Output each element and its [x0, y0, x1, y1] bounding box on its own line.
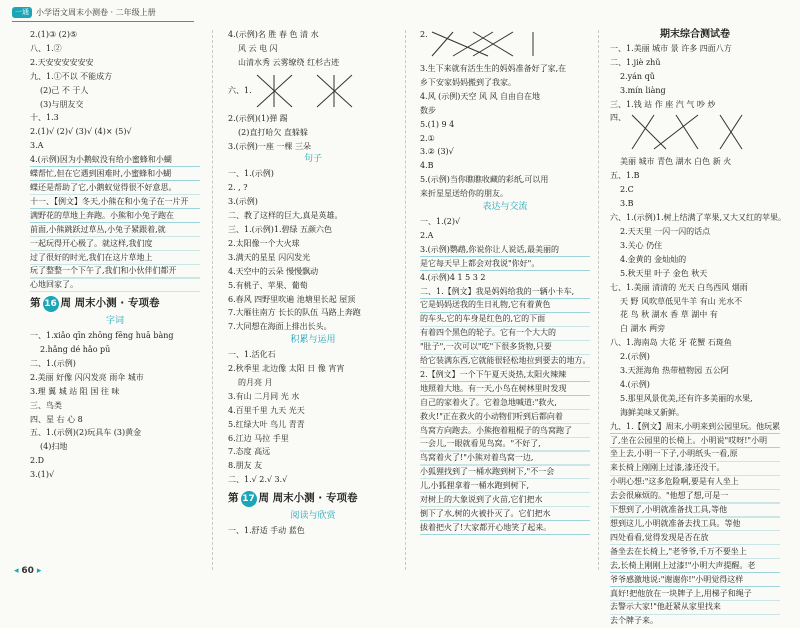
- answer-line: 4.(示例): [620, 379, 650, 389]
- paragraph-line: 十一、【例文】冬天,小熊在和小兔子在一片开: [30, 196, 189, 206]
- paragraph-line: 去会很麻烦的。"他想了想,可是一: [610, 491, 729, 501]
- paragraph-line: 蝶帮忙,但在它遇到困难时,小蜜蜂和小蝴: [30, 169, 172, 179]
- answer-line: 2.(示例)(1)弹 踢: [228, 113, 288, 123]
- arrow-right-icon: ▸: [36, 566, 42, 576]
- answer-line: 3.有山 二月同 光 水: [228, 391, 300, 401]
- lined-paragraph: [420, 285, 590, 368]
- lined-paragraph: [420, 368, 590, 535]
- running-header: [12, 5, 156, 19]
- paragraph-line: 鸟窝方向跑去。小熊抱着粗棍子的鸟窝跑了: [420, 425, 572, 435]
- answer-line: 二、1.(示例): [30, 358, 76, 368]
- header-rule: [12, 21, 194, 22]
- answer-line: 美丽 城市 青色 湖水 白色 新 火: [620, 157, 732, 167]
- question-label: 四、: [610, 113, 626, 123]
- answer-line: 2.天天里 一闪一闪的话点: [620, 226, 711, 236]
- answer-line: 一、1.(2)√: [420, 216, 461, 226]
- matching-lines-diagram: [626, 111, 756, 153]
- answer-line: 3.A: [30, 141, 44, 151]
- answer-line: 一、1.活化石: [228, 350, 276, 360]
- answer-line: 天 野 风吹草低见牛羊 有山 光水不: [620, 296, 743, 306]
- paragraph-line: 备坐去在长椅上,"老爷爷,千万不要坐上: [610, 546, 747, 556]
- answer-line: 5.红绿大叶 鸟儿 青青: [228, 419, 305, 429]
- lined-paragraph: [610, 420, 780, 628]
- answer-line: 八、1.海南岛 大花 牙 花蟹 石斑鱼: [610, 338, 732, 348]
- paragraph-line: 一会儿,一眼就看见鸟窝。"不好了,: [420, 439, 541, 449]
- paragraph-line: "肚子",一次可以"吃"下很多货物,只要: [420, 342, 552, 352]
- answer-line: 2.(示例): [620, 352, 650, 362]
- answer-line: 2. , ?: [228, 183, 248, 193]
- answer-line: 一、1.美丽 城市 景 许多 四面八方: [610, 43, 732, 53]
- arrow-left-icon: ◂: [14, 566, 19, 576]
- answer-line: 6.江边 马拉 手里: [228, 433, 289, 443]
- answer-line: 3.理 翼 城 站 阻 国 往 味: [30, 386, 120, 396]
- paragraph-line: 去,长椅上刚刚上过漆!"小明大声提醒。老: [610, 560, 756, 570]
- week-heading: 第 16 周 周末小测 · 专项卷: [30, 295, 200, 313]
- paragraph-line: 的车头,它的车身是红色的,它的下面: [420, 314, 546, 324]
- answer-line: 2.(1)③ (2)⑤: [30, 30, 78, 39]
- paragraph-line: 九、1.【例文】周末,小明来到公园里玩。他玩累: [610, 421, 781, 431]
- answer-line: 3.(示例): [228, 197, 258, 207]
- answer-line: 8.朋友 友: [228, 461, 263, 471]
- paragraph-line: 救火!"正在救火的小动物们听到后都向着: [420, 411, 563, 421]
- answer-line: 7.大同想在海面上排出长头。: [228, 322, 332, 332]
- paragraph-line: 心地回家了。: [30, 280, 78, 290]
- answer-line: 3.天涯海角 热带植物园 五公阿: [620, 366, 729, 376]
- week-number: 17: [241, 491, 257, 507]
- answer-line: 风 云 电 闪: [238, 43, 278, 53]
- section-title: 句子: [303, 154, 322, 165]
- answer-line: 2.D: [30, 456, 45, 466]
- answer-line: 八、1.②: [30, 43, 62, 53]
- answer-line: 4.风 (示例)天空 风 风 自由自在地: [420, 91, 541, 101]
- answer-line: (2)直打哈欠 直躲躲: [238, 127, 308, 137]
- column-3: [420, 28, 590, 535]
- answer-line: 5.(1) 9 4: [420, 119, 455, 129]
- paragraph-line: 玩了整整一个下午了,我们和小伙伴们都开: [30, 266, 177, 276]
- answer-line: 九、1.①不以 不能成方: [30, 71, 113, 81]
- answer-line: 3.生下来就有活生生的妈妈准备好了家,在: [420, 64, 567, 73]
- answer-line: 3.(示例)一座 一棵 三朵: [228, 141, 311, 151]
- column-divider: [405, 30, 406, 570]
- answer-line: 一、1.xiǎo qīn zhōng fēng huā bàng: [30, 331, 174, 341]
- section-title: 表达与交流: [482, 202, 528, 213]
- answer-line: 乡下安家妈妈搬到了我家。: [420, 77, 516, 87]
- lined-paragraph: [420, 243, 590, 271]
- answer-line: 一、1.(示例): [228, 169, 274, 179]
- paragraph-line: 过了很好的时光,我们在这片草地上: [30, 252, 153, 262]
- paragraph-line: 2.【例文】一个下午夏天炎热,太阳火辣辣: [420, 369, 567, 379]
- question-label: 2.: [420, 30, 428, 39]
- paragraph-line: 它是妈妈送我的生日礼物,它有着黄色: [420, 300, 551, 310]
- paragraph-line: 满野花的草地上奔跑。小熊和小兔子跑在: [30, 210, 174, 220]
- answer-line: 2.秋季里 北边像 太阳 日 像 宵宵: [228, 364, 345, 374]
- question-label: 六、1.: [228, 85, 252, 95]
- column-4: [610, 28, 787, 628]
- answer-line: 花 鸟 秋 湖水 香 草 湖中 有: [620, 310, 718, 320]
- answer-line: 来折星星送给你的朋友。: [420, 189, 508, 199]
- matching-item: [228, 70, 398, 112]
- answer-line: 海鲜美味又新鲜。: [620, 407, 684, 417]
- answer-line: 2.太阳像一个大火球: [228, 238, 300, 248]
- paragraph-line: 了,坐在公园里的长椅上。小明说"哎呀!"小明: [610, 435, 768, 445]
- book-title: 小学语文周末小测卷 · 二年级上册: [36, 7, 156, 17]
- column-divider: [212, 30, 213, 570]
- answer-line: 白 湖水 两旁: [620, 324, 666, 334]
- paragraph-line: 想到这儿,小明就准备去找工具。等他: [610, 519, 741, 528]
- answer-line: 二、教了这样的巨大,真是英雄。: [228, 211, 343, 221]
- answer-line: 十、1.3: [30, 113, 59, 123]
- week-number: 16: [43, 296, 59, 312]
- paragraph-line: 拔着把火了!大家都开心地笑了起来。: [420, 522, 552, 532]
- answer-line: 2.C: [620, 185, 634, 195]
- answer-line: 4.天空中的云朵 慢慢飘动: [228, 266, 319, 276]
- answer-line: 4.(示例)4 1 5 3 2: [420, 272, 486, 282]
- answer-line: 数步: [420, 105, 436, 115]
- page-number: 60: [21, 566, 34, 576]
- answer-line: 2.A: [420, 230, 434, 240]
- answer-line: 一、1.舒适 手动 蓝色: [228, 526, 305, 536]
- answer-line: 六、1.(示例)1.树上结满了苹果,又大又红的苹果。: [610, 213, 787, 223]
- paragraph-line: 有着四个黑色的轮子。它有一个大大的: [420, 328, 556, 338]
- paragraph-line: 来长椅上刚刚上过漆,漆还没干。: [610, 463, 725, 473]
- paragraph-line: 真好!把他放在一块牌子上,用梯子和绳子: [610, 588, 752, 598]
- answer-line: 2.①: [420, 133, 435, 143]
- paragraph-line: 下想到了,小明就准备找工具,等他: [610, 505, 728, 515]
- answer-line: 7.态度 高远: [228, 447, 271, 457]
- answer-line: 5.秋天里 叶子 金色 秋天: [620, 268, 708, 278]
- paragraph-line: 4.(示例)因为小鹅蚁没有给小蜜蜂和小蝴: [30, 155, 172, 165]
- answer-line: 的月亮 月: [238, 377, 273, 387]
- section-title: 阅读与欣赏: [290, 511, 336, 522]
- paragraph-line: 蝶还是帮助了它,小鹅蚁觉得很不好意思。: [30, 182, 177, 192]
- answer-line: 2.美丽 好像 闪闪发亮 雨伞 城市: [30, 372, 144, 382]
- matching-lines-diagram: [428, 28, 538, 60]
- paragraph-line: 坐上去,小明一下子,小明纸头一看,原: [610, 449, 738, 459]
- paragraph-line: 地照着大地。有一天,小鸟在树林里时发现: [420, 383, 567, 393]
- answer-line: 五、1.(示例)(2)玩具车 (3)黄金: [30, 428, 142, 438]
- paragraph-line: 对树上的大象说到了火苗,它们把水: [420, 495, 543, 505]
- answer-line: 七、1.美丽 清清的 光天 白鸟西风 烟雨: [610, 282, 748, 292]
- paragraph-line: 鸟窝着火了!"小熊对着鸟窝一边,: [420, 453, 534, 463]
- paragraph-line: 去警示大家!"他赶紧从家里找来: [610, 602, 721, 612]
- answer-line: (3)与朋友交: [40, 99, 84, 109]
- answer-line: 三、1.钱 站 作 座 汽 气 吵 炒: [610, 99, 716, 109]
- answer-line: 3.满天的星星 闪闪发光: [228, 252, 311, 262]
- answer-line: 三、鸟类: [30, 400, 62, 410]
- paragraph-line: 一起玩得开心极了。就这样,我们度: [30, 238, 153, 248]
- lined-paragraph: [30, 153, 200, 195]
- answer-line: 4.(示例)名 胜 春 色 清 水: [228, 30, 319, 39]
- answer-line: 二、1.√ 2.√ 3.√: [228, 475, 288, 485]
- matching-item: [420, 28, 590, 62]
- answer-line: 山清水秀 云雾缭绕 红杉古迹: [238, 57, 340, 67]
- column-2: [228, 28, 398, 538]
- answer-line: 4.百里千里 九天 光天: [228, 405, 305, 415]
- answer-line: 四、星 右 心 8: [30, 414, 83, 424]
- answer-line: 3.(1)√: [30, 470, 55, 480]
- answer-line: 3.关心 仍住: [620, 240, 663, 250]
- lined-paragraph: [30, 195, 200, 292]
- answer-line: 7.大雁往南方 长长的队伍 马路上奔跑: [228, 308, 361, 318]
- paragraph-line: 前面,小熊跳跃过草丛,小兔子紧跟着,就: [30, 224, 166, 234]
- answer-line: 2.天安安安安安安: [30, 57, 94, 67]
- answer-line: 5.那里风景优美,还有许多美丽的水果,: [620, 393, 753, 403]
- answer-line: (2)己 不 于人: [40, 85, 89, 95]
- column-divider: [598, 30, 599, 570]
- section-title: 字词: [105, 316, 124, 327]
- matching-lines-diagram: [252, 71, 372, 111]
- answer-line: 2.hǎng dé hǎo pū: [40, 345, 111, 355]
- matching-item: [610, 111, 780, 155]
- paragraph-line: 自己的家着火了。它着急地喊道:"救火,: [420, 397, 557, 407]
- paragraph-line: 倒下了水,树的火被扑灭了。它们把水: [420, 509, 551, 518]
- answer-line: 二、1.jiè zhǔ: [610, 57, 661, 67]
- answer-line: 4.B: [420, 161, 434, 171]
- paragraph-line: 给它装满东西,它就能很轻松地拉到要去的地方。: [420, 356, 591, 366]
- page-footer: [14, 566, 41, 576]
- paragraph-line: 小狐狸找到了一桶水跑到树下,"不一会: [420, 467, 555, 477]
- paragraph-line: 爷爷感激地说:"谢谢你!"小明觉得这样: [610, 574, 744, 584]
- answer-line: 5.有桃子、苹果、葡萄: [228, 280, 308, 290]
- section-title: 积累与运用: [290, 335, 336, 346]
- week-heading: 第 17 周 周末小测 · 专项卷: [228, 490, 398, 508]
- column-1: [30, 28, 200, 482]
- paragraph-line: 3.(示例)鹦鹉,你说你让人说话,最美丽的: [420, 244, 559, 254]
- paragraph-line: 是它每天早上都会对我说"你好"。: [420, 258, 540, 268]
- paragraph-line: 小明心想:"这多危险啊,要是有人坐上: [610, 477, 739, 487]
- paragraph-line: 儿,小狐狸拿着一桶水跑到树下,: [420, 481, 530, 491]
- answer-line: 3.mín liàng: [620, 85, 666, 95]
- paragraph-line: 二、1.【例文】我是妈妈给我的一辆小卡车,: [420, 286, 575, 296]
- answer-line: 2.yán qǔ: [620, 71, 655, 81]
- answer-line: 三、1.(示例)1.碧绿 五颜六色: [228, 224, 333, 234]
- answer-line: 5.(示例)当你瞧瞧收藏的彩纸,可以用: [420, 175, 549, 185]
- answer-line: 3.B: [620, 199, 634, 209]
- exam-title: 期末综合测试卷: [660, 29, 730, 40]
- paragraph-line: 去个牌子来。: [610, 616, 658, 626]
- answer-line: (4)扫地: [40, 442, 68, 452]
- answer-line: 4.金黄的 金灿灿的: [620, 254, 687, 264]
- answer-line: 2.(1)√ (2)√ (3)√ (4)× (5)√: [30, 127, 132, 137]
- answer-line: 五、1.B: [610, 171, 640, 181]
- answer-line: 6.春风 四野里吹遍 池塘里长起 屋顶: [228, 294, 356, 304]
- series-badge: 一通: [12, 7, 32, 18]
- answer-line: 3.② (3)√: [420, 147, 454, 157]
- paragraph-line: 四处看看,觉得发现是否在放: [610, 532, 709, 542]
